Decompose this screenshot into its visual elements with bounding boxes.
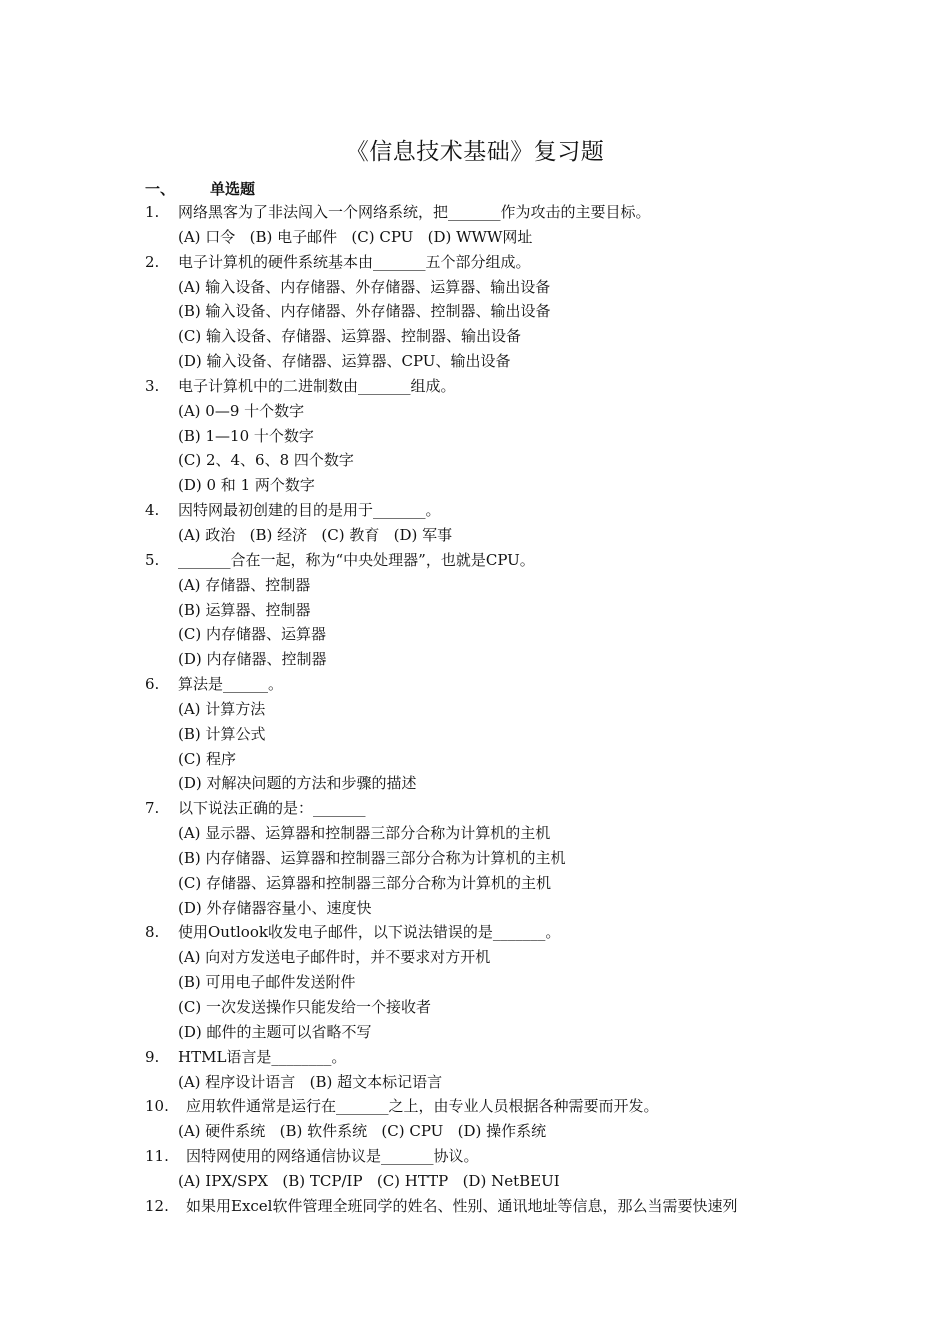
question-stem <box>145 796 825 821</box>
question-stem <box>145 672 825 697</box>
answer-option: (C) 输入设备、存储器、运算器、控制器、输出设备 <box>178 327 521 346</box>
question-stem <box>145 498 825 523</box>
answer-option: (B) 可用电子邮件发送附件 <box>178 973 356 992</box>
question-text: HTML语言是________。 <box>178 1047 347 1066</box>
question-stem <box>145 250 825 275</box>
question-text: 以下说法正确的是：_______ <box>178 799 366 818</box>
answer-option: (D) 输入设备、存储器、运算器、CPU、输出设备 <box>178 352 511 371</box>
answer-option: (D) 外存储器容量小、速度快 <box>178 898 372 917</box>
question-text: 电子计算机的硬件系统基本由_______五个部分组成。 <box>178 252 531 271</box>
question-number: 7. <box>145 799 160 818</box>
answer-option: (C) 存储器、运算器和控制器三部分合称为计算机的主机 <box>178 873 551 892</box>
answer-option: (A) 硬件系统 (B) 软件系统 (C) CPU (D) 操作系统 <box>178 1122 547 1141</box>
question-number: 12. <box>145 1196 169 1215</box>
answer-option: (A) 程序设计语言 (B) 超文本标记语言 <box>178 1072 443 1091</box>
question-stem <box>145 1094 825 1119</box>
question-text: 算法是______。 <box>178 675 284 694</box>
answer-option: (A) 政治 (B) 经济 (C) 教育 (D) 军事 <box>178 525 453 544</box>
question-number: 9. <box>145 1047 160 1066</box>
question-number: 11. <box>145 1147 169 1166</box>
question-number: 5. <box>145 550 160 569</box>
question-stem <box>145 374 825 399</box>
answer-option: (D) 内存储器、控制器 <box>178 650 327 669</box>
question-text: 因特网最初创建的目的是用于_______。 <box>178 501 441 520</box>
question-stem <box>145 1144 825 1169</box>
question-text: 电子计算机中的二进制数由_______组成。 <box>178 376 456 395</box>
answer-option: (D) 对解决问题的方法和步骤的描述 <box>178 774 417 793</box>
answer-option: (C) 内存储器、运算器 <box>178 625 326 644</box>
question-text: 因特网使用的网络通信协议是_______协议。 <box>186 1147 479 1166</box>
question-stem <box>145 1194 825 1219</box>
question-number: 8. <box>145 923 160 942</box>
question-text: 使用Outlook收发电子邮件，以下说法错误的是_______。 <box>178 923 561 942</box>
answer-option: (B) 内存储器、运算器和控制器三部分合称为计算机的主机 <box>178 848 566 867</box>
section-heading <box>145 178 255 199</box>
question-number: 1. <box>145 203 160 221</box>
question-text: _______合在一起，称为“中央处理器”，也就是CPU。 <box>178 550 535 569</box>
answer-option: (B) 1—10 十个数字 <box>178 426 314 445</box>
question-list <box>145 200 825 1219</box>
question-text: 应用软件通常是运行在_______之上，由专业人员根据各种需要而开发。 <box>186 1097 659 1116</box>
answer-option: (A) 口令 (B) 电子邮件 (C) CPU (D) WWW网址 <box>178 227 533 246</box>
section-label: 单选题 <box>210 180 256 198</box>
question-number: 2. <box>145 252 160 271</box>
question-number: 10. <box>145 1097 169 1116</box>
answer-option: (C) 2、4、6、8 四个数字 <box>178 451 354 470</box>
question-text: 网络黑客为了非法闯入一个网络系统，把_______作为攻击的主要目标。 <box>178 203 651 221</box>
question-number: 4. <box>145 501 160 520</box>
question-stem <box>145 1045 825 1070</box>
question-number: 6. <box>145 675 160 694</box>
answer-option: (B) 计算公式 <box>178 724 266 743</box>
answer-option: (B) 输入设备、内存储器、外存储器、控制器、输出设备 <box>178 302 551 321</box>
question-stem <box>145 548 825 573</box>
answer-option: (A) 存储器、控制器 <box>178 575 311 594</box>
answer-option: (A) 显示器、运算器和控制器三部分合称为计算机的主机 <box>178 824 551 843</box>
answer-option: (A) 计算方法 <box>178 699 266 718</box>
question-text: 如果用Excel软件管理全班同学的姓名、性别、通讯地址等信息，那么当需要快速列 <box>186 1196 738 1215</box>
answer-option: (B) 运算器、控制器 <box>178 600 311 619</box>
section-number: 一、 <box>145 180 176 198</box>
answer-option: (C) 程序 <box>178 749 236 768</box>
answer-option: (A) 输入设备、内存储器、外存储器、运算器、输出设备 <box>178 277 551 296</box>
question-number: 3. <box>145 376 160 395</box>
answer-option: (C) 一次发送操作只能发给一个接收者 <box>178 998 431 1016</box>
page-title: 《信息技术基础》复习题 <box>345 139 605 165</box>
question-stem <box>145 920 825 945</box>
answer-option: (A) 0—9 十个数字 <box>178 401 305 420</box>
answer-option: (D) 0 和 1 两个数字 <box>178 476 315 495</box>
answer-option: (A) IPX/SPX (B) TCP/IP (C) HTTP (D) NetBEUI <box>178 1171 560 1190</box>
answer-option: (D) 邮件的主题可以省略不写 <box>178 1022 372 1041</box>
question-stem <box>145 200 825 225</box>
answer-option: (A) 向对方发送电子邮件时，并不要求对方开机 <box>178 948 491 967</box>
